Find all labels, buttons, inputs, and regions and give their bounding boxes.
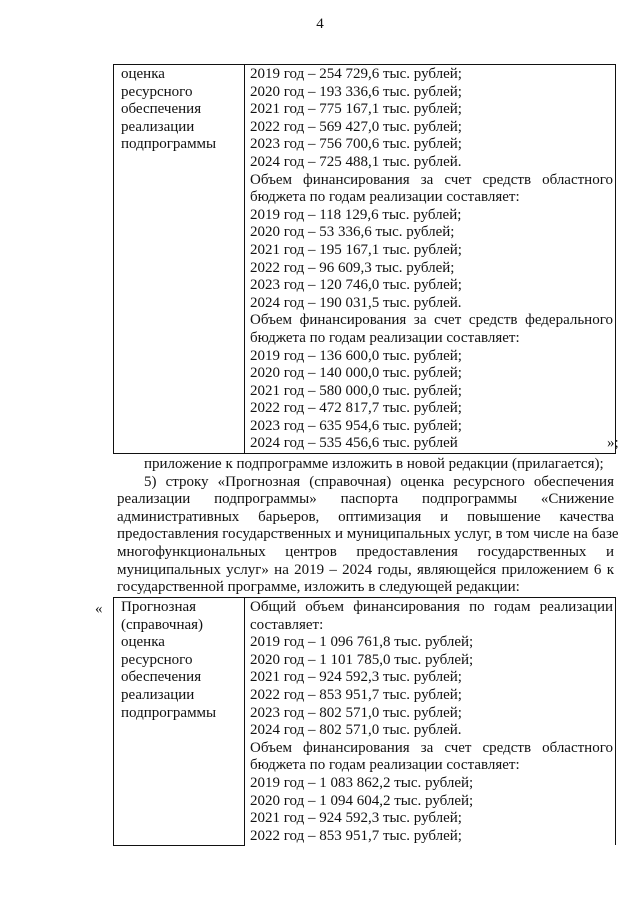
text-line: Общий объем финансирования по годам реализации — [250, 599, 613, 615]
text-line: 2024 год – 535 456,6 тыс. рублей — [250, 435, 458, 452]
text-line: 2022 год – 853 951,7 тыс. рублей; — [250, 827, 462, 844]
text-line: оценка — [121, 66, 165, 82]
text-line: 2019 год – 1 096 761,8 тыс. рублей; — [250, 634, 474, 651]
text-line: ресурсного — [121, 651, 193, 668]
text-line: 2021 год – 775 167,1 тыс. рублей; — [250, 101, 462, 118]
text-line: 2023 год – 802 571,0 тыс. рублей; — [250, 704, 462, 721]
text-line: 2022 год – 472 817,7 тыс. рублей; — [250, 400, 462, 417]
opening-quote-mark: « — [95, 601, 103, 617]
text-line: 2021 год – 580 000,0 тыс. рублей; — [250, 382, 462, 399]
text-line: многофункциональных центров предоставления государственных и — [117, 543, 614, 560]
text-line: Объем финансирования за счет средств областного — [250, 171, 613, 188]
text-line: государственной программе, изложить в следующей редакции: — [117, 579, 520, 596]
text-line: 2024 год – 190 031,5 тыс. рублей. — [250, 294, 462, 311]
text-line: реализации подпрограммы» паспорта подпрограммы «Снижение — [117, 491, 614, 508]
text-line: 2020 год – 53 336,6 тыс. рублей; — [250, 224, 455, 241]
text-line: 2021 год – 195 167,1 тыс. рублей; — [250, 241, 462, 258]
text-line: Объем финансирования за счет средств федерального — [250, 312, 613, 329]
text-line: обеспечения — [121, 101, 202, 118]
text-line: 2021 год – 924 592,3 тыс. рублей; — [250, 810, 462, 827]
text-line: 2024 год – 802 571,0 тыс. рублей. — [250, 722, 462, 739]
row-value-lines — [250, 599, 613, 845]
text-line: составляет: — [250, 616, 324, 633]
text-line: 2019 год – 254 729,6 тыс. рублей; — [250, 66, 462, 82]
text-line: 2022 год – 853 951,7 тыс. рублей; — [250, 686, 462, 703]
text-line: бюджета по годам реализации составляет: — [250, 757, 520, 774]
text-line: 2020 год – 1 101 785,0 тыс. рублей; — [250, 651, 474, 668]
row-label-cell — [114, 598, 245, 846]
text-line: 2021 год – 924 592,3 тыс. рублей; — [250, 669, 462, 686]
row-value-lines — [250, 66, 613, 453]
text-line: административных барьеров, оптимизация и повышение качества — [117, 508, 614, 525]
closing-quote-mark: »; — [607, 435, 619, 451]
text-line: предоставления государственных и муниципальных услуг, в том числе на базе — [117, 526, 619, 543]
row-label-lines — [121, 599, 244, 722]
resource-table-1 — [113, 64, 616, 454]
text-line: 2019 год – 118 129,6 тыс. рублей; — [250, 206, 462, 223]
text-line: 2020 год – 1 094 604,2 тыс. рублей; — [250, 792, 474, 809]
amendment-paragraph — [117, 456, 619, 597]
text-line: реализации — [121, 686, 195, 703]
resource-table-2 — [113, 597, 616, 846]
text-line: 2019 год – 136 600,0 тыс. рублей; — [250, 347, 462, 364]
text-line: 2023 год – 120 746,0 тыс. рублей; — [250, 277, 462, 294]
text-line: муниципальных услуг» на 2019 – 2024 годы, являющейся приложением 6 к — [117, 561, 614, 578]
paragraph-lines — [117, 456, 619, 597]
text-line: Объем финансирования за счет средств областного — [250, 739, 613, 756]
text-line: 2019 год – 1 083 862,2 тыс. рублей; — [250, 774, 474, 791]
text-line: 2023 год – 635 954,6 тыс. рублей; — [250, 417, 462, 434]
text-line: 2020 год – 140 000,0 тыс. рублей; — [250, 365, 462, 382]
text-line: 2024 год – 725 488,1 тыс. рублей. — [250, 153, 462, 170]
text-line: Прогнозная — [121, 599, 197, 615]
text-line: ресурсного — [121, 83, 193, 100]
row-value-cell — [245, 65, 616, 454]
text-line: приложение к подпрограмме изложить в новой редакции (прилагается); — [144, 456, 604, 472]
text-line: 2020 год – 193 336,6 тыс. рублей; — [250, 83, 462, 100]
text-line: подпрограммы — [121, 704, 217, 721]
text-line: 2022 год – 569 427,0 тыс. рублей; — [250, 118, 462, 135]
text-line: обеспечения — [121, 669, 202, 686]
text-line: реализации — [121, 118, 195, 135]
text-line: 2022 год – 96 609,3 тыс. рублей; — [250, 259, 455, 276]
text-line: подпрограммы — [121, 136, 217, 153]
text-line: 2023 год – 756 700,6 тыс. рублей; — [250, 136, 462, 153]
text-line: оценка — [121, 634, 165, 651]
row-label-cell — [114, 65, 245, 454]
text-line: 5) строку «Прогнозная (справочная) оценка ресурсного обеспечения — [144, 473, 614, 490]
row-value-cell — [245, 598, 616, 846]
text-line: (справочная) — [121, 616, 204, 633]
text-line: бюджета по годам реализации составляет: — [250, 189, 520, 206]
page-number: 4 — [316, 16, 324, 32]
text-line: бюджета по годам реализации составляет: — [250, 329, 520, 346]
row-label-lines — [121, 66, 244, 154]
